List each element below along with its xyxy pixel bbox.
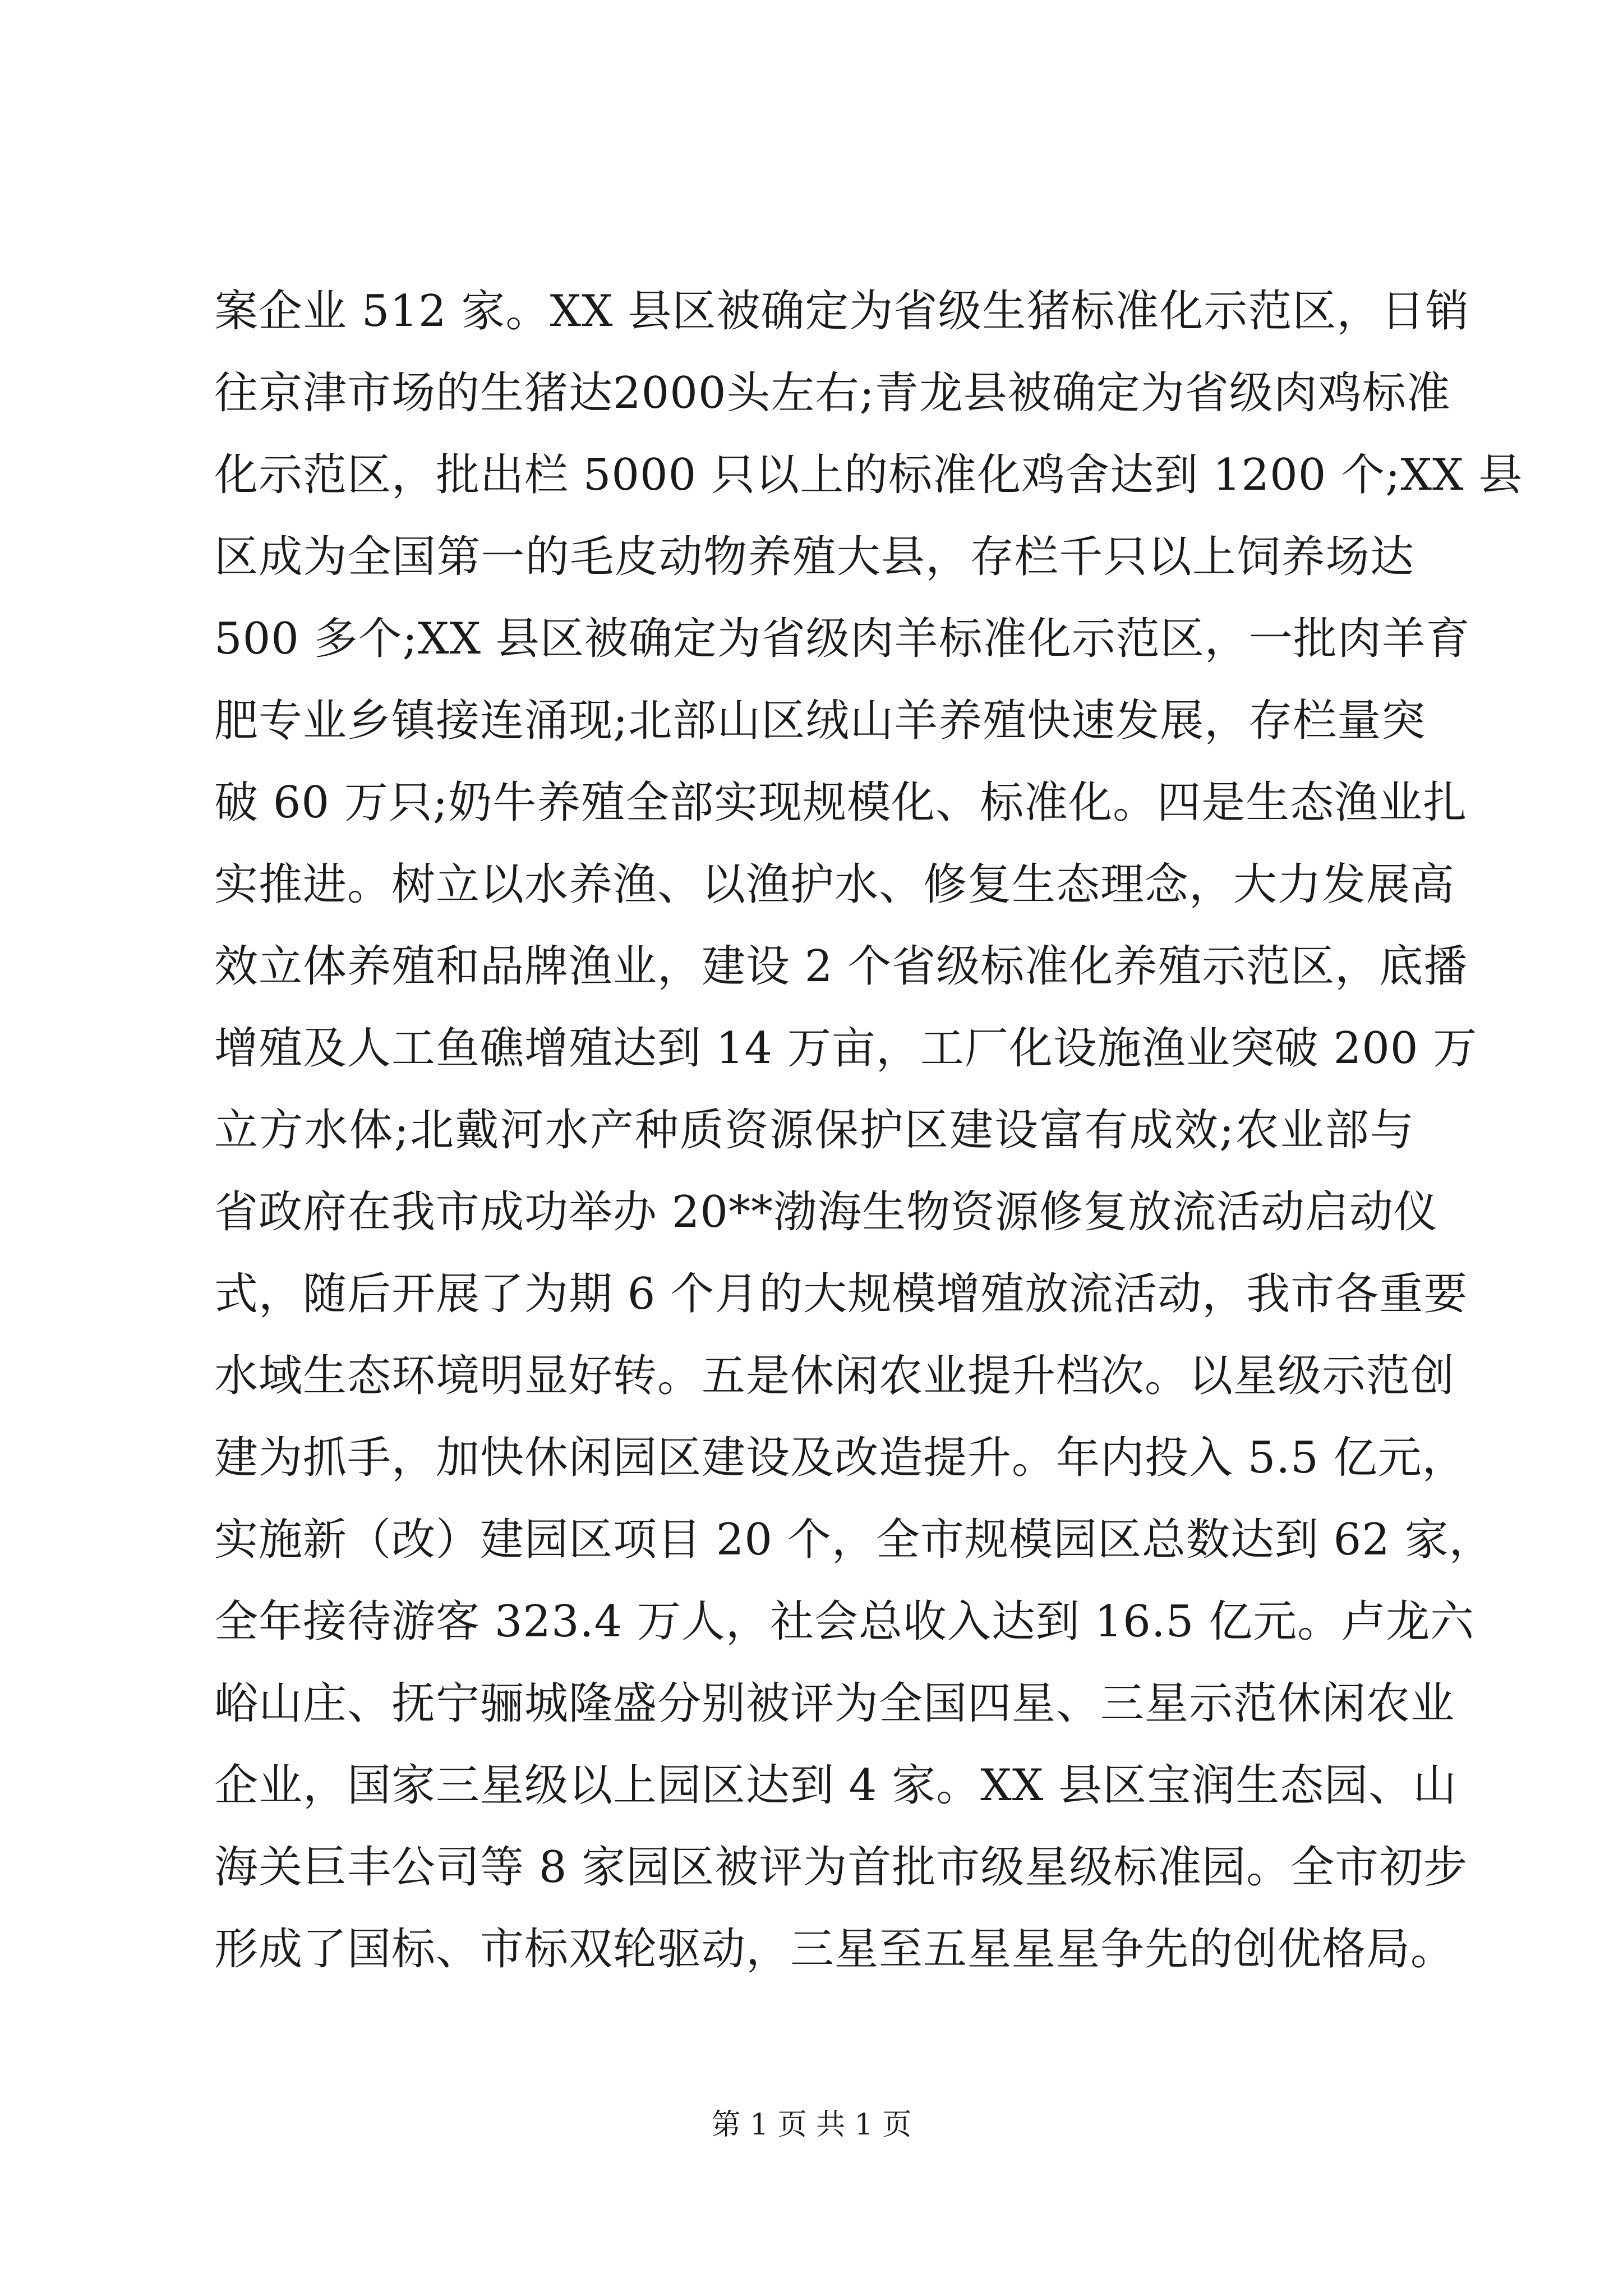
text-line: 破 60 万只;奶牛养殖全部实现规模化、标准化。四是生态渔业扎 <box>214 777 1468 828</box>
text-line: 效立体养殖和品牌渔业，建设 2 个省级标准化养殖示范区，底播 <box>214 941 1468 992</box>
text-line: 海关巨丰公司等 8 家园区被评为首批市级星级标准园。全市初步 <box>214 1842 1468 1893</box>
text-line: 全年接待游客 323.4 万人，社会总收入达到 16.5 亿元。卢龙六 <box>214 1596 1475 1647</box>
text-line: 增殖及人工鱼礁增殖达到 14 万亩，工厂化设施渔业突破 200 万 <box>214 1023 1478 1074</box>
text-line: 峪山庄、抚宁骊城隆盛分别被评为全国四星、三星示范休闲农业 <box>214 1678 1455 1729</box>
text-line: 化示范区，批出栏 5000 只以上的标准化鸡舍达到 1200 个;XX 县 <box>214 450 1523 500</box>
text-line: 式，随后开展了为期 6 个月的大规模增殖放流活动，我市各重要 <box>214 1269 1468 1319</box>
text-line: 建为抓手，加快休闲园区建设及改造提升。年内投入 5.5 亿元， <box>214 1433 1467 1483</box>
text-line: 区成为全国第一的毛皮动物养殖大县，存栏千只以上饲养场达 <box>214 532 1414 582</box>
page-number-footer: 第 1 页 共 1 页 <box>711 2108 912 2142</box>
body-paragraph <box>214 270 1523 1990</box>
text-line: 企业，国家三星级以上园区达到 4 家。XX 县区宝润生态园、山 <box>214 1760 1458 1811</box>
text-line: 实推进。树立以水养渔、以渔护水、修复生态理念，大力发展高 <box>214 859 1455 910</box>
text-line: 水域生态环境明显好转。五是休闲农业提升档次。以星级示范创 <box>214 1351 1455 1401</box>
text-line: 500 多个;XX 县区被确定为省级肉羊标准化示范区，一批肉羊育 <box>214 614 1470 664</box>
text-line: 肥专业乡镇接连涌现;北部山区绒山羊养殖快速发展，存栏量突 <box>214 696 1426 746</box>
text-line: 省政府在我市成功举办 20**渤海生物资源修复放流活动启动仪 <box>214 1187 1438 1237</box>
text-line: 形成了国标、市标双轮驱动，三星至五星星星争先的创优格局。 <box>214 1924 1455 1975</box>
text-line: 案企业 512 家。XX 县区被确定为省级生猪标准化示范区，日销 <box>214 286 1470 337</box>
text-line: 立方水体;北戴河水产种质资源保护区建设富有成效;农业部与 <box>214 1105 1414 1156</box>
text-line: 往京津市场的生猪达2000头左右;青龙县被确定为省级肉鸡标准 <box>214 368 1451 418</box>
text-line: 实施新（改）建园区项目 20 个，全市规模园区总数达到 62 家， <box>214 1515 1493 1565</box>
